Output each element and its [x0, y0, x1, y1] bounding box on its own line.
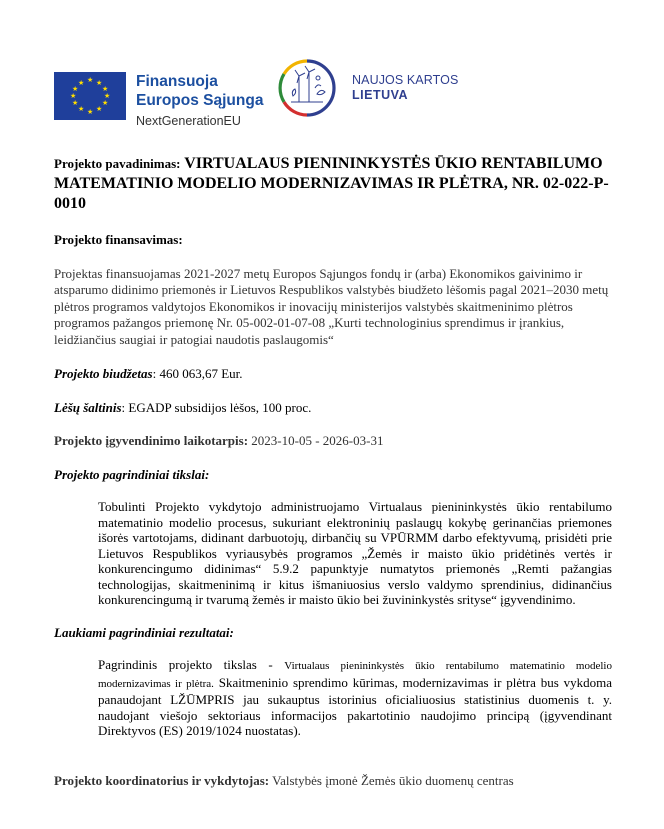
goals-label: Projekto pagrindiniai tikslai:: [54, 466, 210, 482]
eu-logo-line2: Europos Sąjunga: [136, 92, 264, 109]
results-intro: Pagrindinis projekto tikslas -: [98, 657, 285, 672]
funding-source-label: Lėšų šaltinis: [54, 399, 122, 415]
coordinator-row: [54, 773, 614, 790]
budget-row: [54, 366, 614, 383]
results-rest: Skaitmeninio sprendimo kūrimas, modernizavimas ir plėtra bus vykdoma panaudojant LŽŪMPRIS jau sukauptus istorinius oficialiuosius statistinius duomenis t. y. naudojant viešojo sektoriaus informacijos pakartotinio naudojimo principą (įgyvendinant Direktyvos (ES) 2019/1024 nuostatas).: [98, 674, 612, 738]
funding-source-row: [54, 400, 614, 417]
period-label: Projekto įgyvendinimo laikotarpis:: [54, 433, 249, 448]
project-title: [54, 154, 614, 214]
eu-logo-line1: Finansuoja: [136, 73, 218, 90]
eu-funding-logo: [54, 72, 263, 130]
project-document: [54, 154, 614, 789]
eu-flag-icon: ★ ★ ★ ★ ★ ★ ★ ★ ★ ★ ★ ★: [54, 72, 126, 120]
nkl-logo-line2: LIETUVA: [352, 88, 409, 102]
budget-label: Projekto biudžetas: [54, 366, 153, 381]
eu-logo-line3: NextGenerationEU: [136, 114, 241, 128]
financing-text: Projektas finansuojamas 2021-2027 metų Europos Sąjungos fondų ir (arba) Ekonomikos gaivinimo ir atsparumo didinimo priemonės ir Lietuvos Respublikos valstybės biudžeto lėšomis pagal 2021–2030 metų plėtros programos valdytojos Ekonomikos ir inovacijų ministerijos valstybės skaitmeninimo plėtros programos pažangos priemonę Nr. 05-002-01-07-08 „Kurti technologinius sprendimus ir įrankius, leidžiančius saugiai ir patogiai naudotis paslaugomis“: [54, 265, 609, 347]
logos-header: [54, 58, 614, 142]
funding-source-value: : EGADP subsidijos lėšos, 100 proc.: [121, 399, 312, 415]
nkl-emblem-icon: [277, 58, 337, 118]
results-goal-small: Virtualaus pienininkystės ūkio rentabilumo matematinio modelio modernizavimas ir plėtra.: [98, 660, 612, 690]
coordinator-label: Projekto koordinatorius ir vykdytojas:: [54, 772, 270, 788]
project-name-value: VIRTUALAUS PIENININKYSTĖS ŪKIO RENTABILUMO MATEMATINIO MODELIO MODERNIZAVIMAS IR PLĖTRA, NR. 02-022-P-0010: [54, 155, 609, 212]
period-value: 2023-10-05 - 2026-03-31: [248, 433, 384, 448]
coordinator-value: Valstybės įmonė Žemės ūkio duomenų centras: [269, 772, 514, 788]
financing-label: Projekto finansavimas:: [54, 232, 183, 247]
budget-value: : 460 063,67 Eur.: [152, 366, 243, 381]
naujos-kartos-lietuva-logo: [277, 58, 458, 118]
period-row: [54, 433, 614, 450]
results-label: Laukiami pagrindiniai rezultatai:: [54, 624, 234, 640]
nkl-logo-line1: NAUJOS KARTOS: [352, 73, 459, 87]
project-name-label: Projekto pavadinimas:: [54, 156, 181, 171]
goals-text: Tobulinti Projekto vykdytojo administruojamo Virtualaus pienininkystės ūkio rentabilumo matematinio modelio procesus, sukuriant elektroninių paslaugų kokybę gerinančias priemones išorės vartotojams, didinant darbuotojų, dirbančių su VPŪRMM darbo efektyvumą, prisidėti prie Lietuvos Respublikos vyriausybės programos „Žemės ir maisto ūkio pridėtinės vertės ir konkurencingumo didinimas“ 5.9.2 papunktyje numatytos priemonės „Remti pažangias technologijas, skaitmeninimą ir kitus išmaniuosius verslo valdymo sprendinius, didinančius konkurencingumą ir tvarumą žemės ir maisto ūkio bei žuvininkystės srityse“ įgyvendinimo.: [98, 499, 612, 607]
results-text: [98, 657, 612, 739]
